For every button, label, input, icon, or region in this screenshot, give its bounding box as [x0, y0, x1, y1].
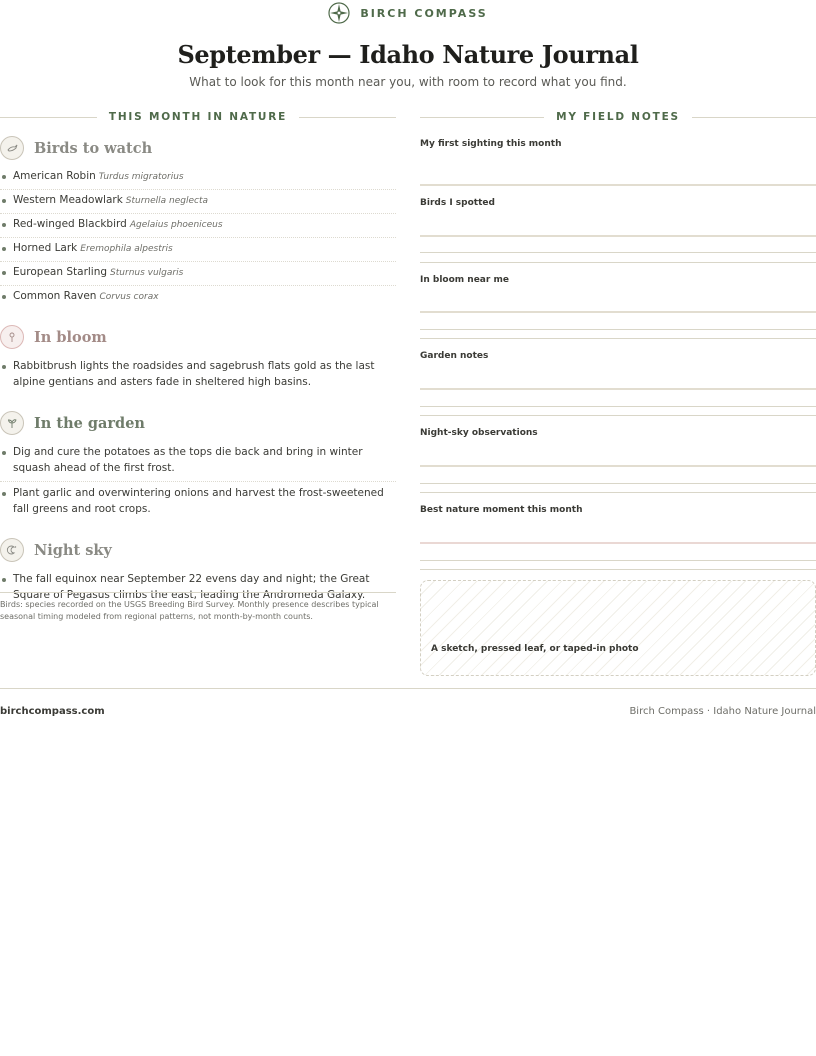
heading-rule [299, 117, 396, 118]
footer-website: birchcompass.com [0, 706, 105, 717]
list-item [0, 262, 396, 286]
brand-name: BIRCH COMPASS [360, 6, 488, 20]
writing-line[interactable] [420, 388, 816, 390]
sketch-label: A sketch, pressed leaf, or taped-in photo [431, 644, 639, 654]
writing-line[interactable] [420, 542, 816, 544]
list-item [0, 190, 396, 214]
bird-common-name: Red-winged Blackbird [13, 218, 127, 230]
bird-list [0, 166, 396, 309]
writing-line[interactable] [420, 262, 816, 263]
writing-line[interactable] [420, 406, 816, 407]
bloom-list [0, 355, 396, 395]
writing-line[interactable] [420, 338, 816, 339]
bird-common-name: Western Meadowlark [13, 194, 123, 206]
data-footnote: Birds: species recorded on the USGS Breeding Bird Survey. Monthly presence describes typical seasonal timing modeled from regional patterns, not month-by-month counts. [0, 592, 396, 623]
nature-column [0, 134, 396, 622]
list-item: Plant garlic and overwintering onions and harvest the frost-sweetened fall greens and root crops. [0, 482, 396, 522]
writing-line[interactable] [420, 252, 816, 253]
bloom-heading [0, 323, 396, 351]
heading-rule [420, 117, 544, 118]
list-item: The fall equinox near September 22 evens day and night; the Great Square of Pegasus climbs the east, leading the Andromeda Galaxy. [0, 568, 396, 608]
page-title: September — Idaho Nature Journal [177, 40, 639, 69]
list-item: Rabbitbrush lights the roadsides and sagebrush flats gold as the last alpine gentians and asters fade in sheltered high basins. [0, 355, 396, 395]
heading-rule [0, 117, 97, 118]
writing-line[interactable] [420, 483, 816, 484]
footer-credit: Birch Compass · Idaho Nature Journal [629, 706, 816, 717]
bird-scientific-name: Eremophila alpestris [80, 244, 173, 254]
list-item [0, 238, 396, 262]
list-item [0, 286, 396, 309]
list-item [0, 214, 396, 238]
flower-icon [0, 325, 24, 349]
bird-common-name: European Starling [13, 266, 108, 278]
list-item [0, 166, 396, 190]
bird-scientific-name: Turdus migratorius [98, 172, 184, 182]
moon-star-icon [0, 538, 24, 562]
page-subtitle: What to look for this month near you, with room to record what you find. [189, 75, 627, 89]
bloom-title: In bloom [34, 328, 107, 346]
writing-line[interactable] [420, 311, 816, 313]
field-label: In bloom near me [420, 275, 509, 285]
field-label: Birds I spotted [420, 198, 495, 208]
birds-heading [0, 134, 396, 162]
bird-common-name: Horned Lark [13, 242, 78, 254]
field-label: Garden notes [420, 351, 489, 361]
writing-line[interactable] [420, 465, 816, 467]
sky-heading [0, 536, 396, 564]
brand-header [0, 2, 816, 24]
field-label: My first sighting this month [420, 139, 562, 149]
writing-line[interactable] [420, 569, 816, 570]
bird-icon [0, 136, 24, 160]
right-heading-label: MY FIELD NOTES [556, 111, 680, 123]
heading-rule [692, 117, 816, 118]
sketch-box[interactable] [420, 580, 816, 676]
writing-line[interactable] [420, 560, 816, 561]
writing-line[interactable] [420, 184, 816, 186]
garden-heading [0, 409, 396, 437]
writing-line[interactable] [420, 415, 816, 416]
writing-line[interactable] [420, 235, 816, 237]
garden-list [0, 441, 396, 522]
sky-title: Night sky [34, 541, 112, 559]
bird-scientific-name: Agelaius phoeniceus [129, 220, 223, 230]
bird-scientific-name: Sturnus vulgaris [110, 268, 184, 278]
sprout-icon [0, 411, 24, 435]
garden-title: In the garden [34, 414, 145, 432]
left-heading-label: THIS MONTH IN NATURE [108, 111, 288, 123]
left-section-heading [0, 110, 396, 124]
field-label: Best nature moment this month [420, 505, 583, 515]
writing-line[interactable] [420, 329, 816, 330]
right-section-heading [420, 110, 816, 124]
birds-title: Birds to watch [34, 139, 153, 157]
writing-line[interactable] [420, 492, 816, 493]
field-label: Night-sky observations [420, 428, 538, 438]
bird-scientific-name: Sturnella neglecta [125, 196, 209, 206]
bird-common-name: American Robin [13, 170, 96, 182]
bird-common-name: Common Raven [13, 290, 97, 302]
compass-star-icon [328, 2, 350, 24]
list-item: Dig and cure the potatoes as the tops die back and bring in winter squash ahead of the first frost. [0, 441, 396, 482]
bird-scientific-name: Corvus corax [99, 292, 159, 302]
footer-divider [0, 688, 816, 689]
